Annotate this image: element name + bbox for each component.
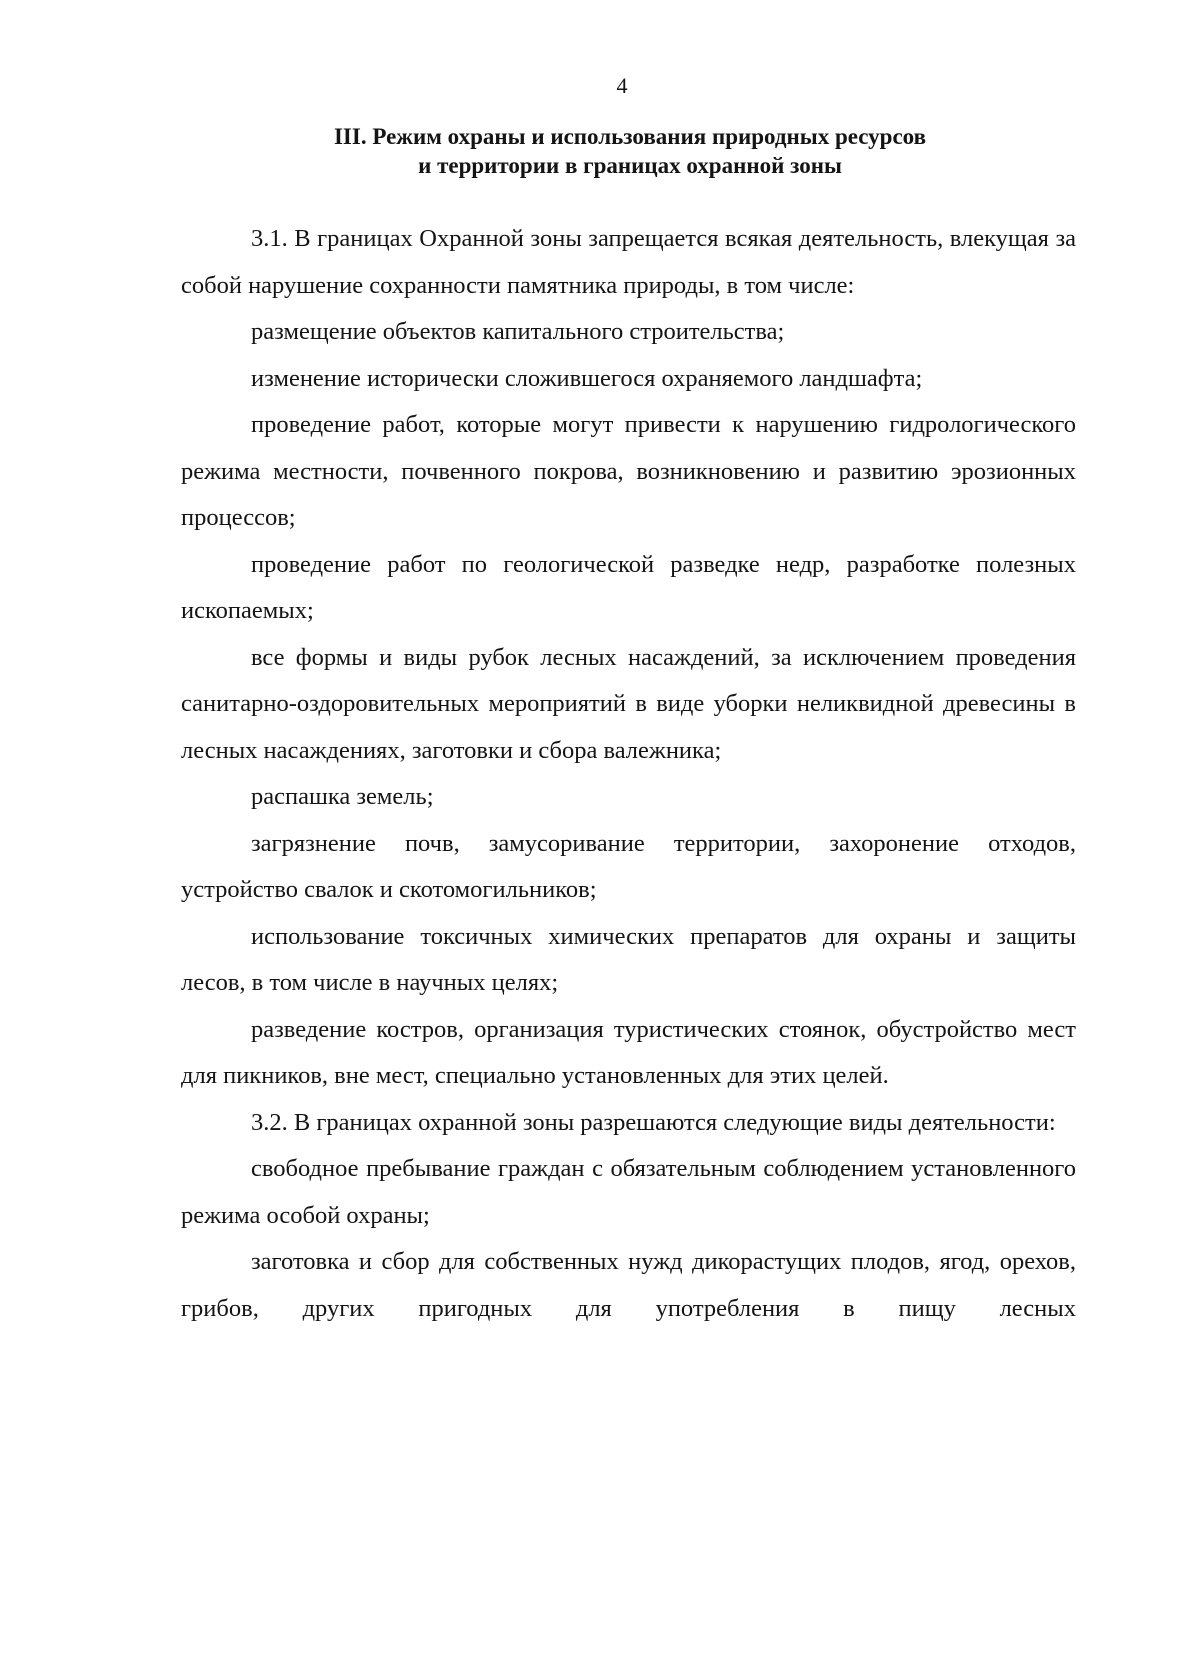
- list-item: проведение работ по геологической разведке недр, разработке полезных ископаемых;: [181, 550, 1076, 624]
- list-item: свободное пребывание граждан с обязательным соблюдением установленного режима особой охраны;: [181, 1155, 1076, 1229]
- paragraph-3-1: 3.1. В границах Охранной зоны запрещается всякая деятельность, влекущая за собой нарушение сохранности памятника природы, в том числе:: [181, 225, 1076, 299]
- list-item: проведение работ, которые могут привести к нарушению гидрологического режима местности, почвенного покрова, возникновению и развитию эрозионных процессов;: [181, 411, 1076, 531]
- section-heading: [180, 122, 1080, 180]
- list-item: распашка земель;: [251, 783, 434, 810]
- list-item: использование токсичных химических препаратов для охраны и защиты лесов, в том числе в научных целях;: [181, 922, 1076, 996]
- body-text: [181, 216, 1076, 1332]
- list-item: заготовка и сбор для собственных нужд дикорастущих плодов, ягод, орехов, грибов, других пригодных для употребления в пищу лесных: [181, 1248, 1076, 1322]
- paragraph-3-2: 3.2. В границах охранной зоны разрешаются следующие виды деятельности:: [251, 1108, 1056, 1136]
- page-number: 4: [616, 73, 628, 98]
- list-item: изменение исторически сложившегося охраняемого ландшафта;: [251, 364, 923, 392]
- list-item: разведение костров, организация туристических стоянок, обустройство мест для пикников, вне мест, специально установленных для этих целей.: [181, 1015, 1076, 1089]
- list-item: размещение объектов капитального строительства;: [251, 318, 785, 345]
- list-item: все формы и виды рубок лесных насаждений, за исключением проведения санитарно-оздоровительных мероприятий в виде уборки неликвидной древесины в лесных насаждениях, заготовки и сбора валежника;: [181, 643, 1076, 764]
- section-heading-line: III. Режим охраны и использования природных ресурсов: [333, 124, 926, 149]
- list-item: загрязнение почв, замусоривание территории, захоронение отходов, устройство свалок и скотомогильников;: [181, 829, 1076, 903]
- section-heading-line: и территории в границах охранной зоны: [418, 153, 842, 178]
